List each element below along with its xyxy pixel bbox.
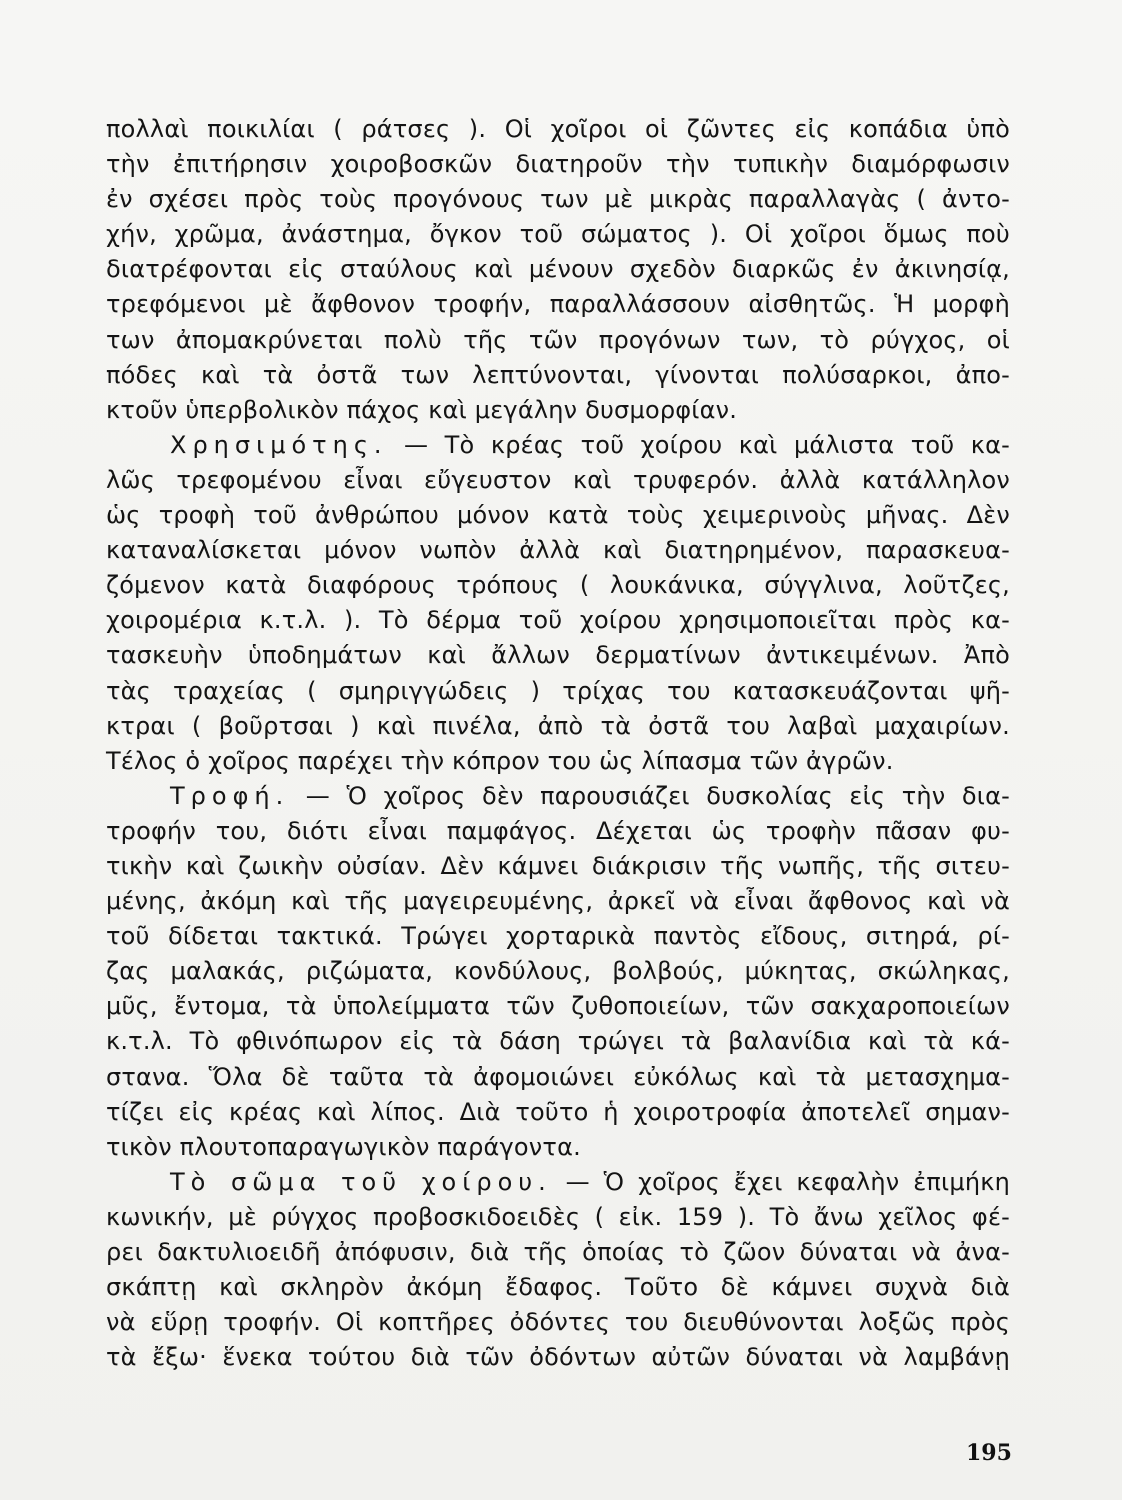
text-line: κτραι ( βοῦρτσαι ) καὶ πινέλα, ἀπὸ τὰ ὀστᾶ του λαβαὶ μαχαιρίων. — [106, 711, 1010, 740]
text-line: μῦς, ἔντομα, τὰ ὑπολείμματα τῶν ζυθοποιείων, τῶν σακχαροποιείων — [106, 992, 1010, 1021]
text-line: τικὴν καὶ ζωικὴν οὐσίαν. Δὲν κάμνει διάκρισιν τῆς νωπῆς, τῆς σιτευ- — [106, 851, 1010, 880]
section-heading-usefulness: Χρησιμότης. — [170, 430, 388, 459]
text-line: τρεφόμενοι μὲ ἄφθονον τροφήν, παραλλάσσουν αἰσθητῶς. Ἡ μορφὴ — [106, 290, 1010, 319]
text-line: τροφήν του, διότι εἶναι παμφάγος. Δέχεται ὡς τροφὴν πᾶσαν φυ- — [106, 816, 1010, 845]
text-line: τὰ ἔξω· ἕνεκα τούτου διὰ τῶν ὀδόντων αὐτῶν δύναται νὰ λαμβάνῃ — [106, 1343, 1010, 1372]
section-heading-body: Τὸ σῶμα τοῦ χοίρου. — [170, 1167, 552, 1196]
text-line: ρει δακτυλιοειδῆ ἀπόφυσιν, διὰ τῆς ὁποίας τὸ ζῶον δύναται νὰ ἀνα- — [106, 1238, 1010, 1266]
section-line-body — [106, 1165, 1010, 1200]
section-text: — Ὁ χοῖρος δὲν παρουσιάζει δυσκολίας εἰς τὴν δια- — [289, 781, 1010, 810]
text-line: ζόμενον κατὰ διαφόρους τρόπους ( λουκάνικα, σύγγλινα, λοῦτζες, — [106, 571, 1010, 600]
text-line: χήν, χρῶμα, ἀνάστημα, ὄγκον τοῦ σώματος ). Οἱ χοῖροι ὅμως ποὺ — [106, 220, 1010, 249]
text-line: κωνικήν, μὲ ρύγχος προβοσκιδοειδὲς ( εἰκ. 159 ). Τὸ ἄνω χεῖλος φέ- — [106, 1202, 1010, 1231]
text-line: πόδες καὶ τὰ ὀστᾶ των λεπτύνονται, γίνονται πολύσαρκοι, ἀπο- — [106, 360, 1010, 389]
text-line: κτοῦν ὑπερβολικὸν πάχος καὶ μεγάλην δυσμορφίαν. — [106, 395, 738, 424]
text-line: τίζει εἰς κρέας καὶ λίπος. Διὰ τοῦτο ἡ χοιροτροφία ἀποτελεῖ σημαν- — [106, 1097, 1010, 1126]
text-line: ἐν σχέσει πρὸς τοὺς προγόνους των μὲ μικρὰς παραλλαγὰς ( ἀντο- — [106, 185, 1010, 214]
text-line: σκάπτῃ καὶ σκληρὸν ἀκόμη ἔδαφος. Τοῦτο δὲ κάμνει συχνὰ διὰ — [106, 1273, 1010, 1302]
text-line: τὴν ἐπιτήρησιν χοιροβοσκῶν διατηροῦν τὴν τυπικὴν διαμόρφωσιν — [106, 150, 1010, 179]
text-line: ζας μαλακάς, ριζώματα, κονδύλους, βολβούς, μύκητας, σκώληκας, — [106, 957, 1010, 986]
section-text: — Τὸ κρέας τοῦ χοίρου καὶ μάλιστα τοῦ κα- — [387, 430, 1010, 459]
text-line: πολλαὶ ποικιλίαι ( ράτσες ). Οἱ χοῖροι οἱ ζῶντες εἰς κοπάδια ὑπὸ — [106, 115, 1010, 143]
text-line: τικὸν πλουτοπαραγωγικὸν παράγοντα. — [106, 1132, 581, 1161]
text-line: τοῦ δίδεται τακτικά. Τρώγει χορταρικὰ παντὸς εἴδους, σιτηρά, ρί- — [106, 922, 1010, 951]
text-line: Τέλος ὁ χοῖρος παρέχει τὴν κόπρον του ὡς λίπασμα τῶν ἀγρῶν. — [106, 746, 894, 775]
text-line: κ.τ.λ. Τὸ φθινόπωρον εἰς τὰ δάση τρώγει τὰ βαλανίδια καὶ τὰ κά- — [106, 1027, 1010, 1056]
text-line: λῶς τρεφομένου εἶναι εὔγευστον καὶ τρυφερόν. ἀλλὰ κατάλληλον — [106, 465, 1010, 494]
page-number: 195 — [966, 1440, 1012, 1466]
text-line: νὰ εὕρῃ τροφήν. Οἱ κοπτῆρες ὀδόντες του διευθύνονται λοξῶς πρὸς — [106, 1308, 1010, 1337]
text-line: χοιρομέρια κ.τ.λ. ). Τὸ δέρμα τοῦ χοίρου χρησιμοποιεῖται πρὸς κα- — [106, 606, 1010, 635]
text-line: τὰς τραχείας ( σμηριγγώδεις ) τρίχας του κατασκευάζονται ψῆ- — [106, 676, 1010, 705]
section-line-usefulness — [106, 428, 1010, 463]
text-line: ὡς τροφὴ τοῦ ἀνθρώπου μόνον κατὰ τοὺς χειμερινοὺς μῆνας. Δὲν — [106, 501, 1010, 530]
section-line-food — [106, 779, 1010, 814]
body-text — [106, 112, 1010, 1375]
text-line: τασκευὴν ὑποδημάτων καὶ ἄλλων δερματίνων ἀντικειμένων. Ἀπὸ — [106, 641, 1010, 670]
text-line: στανα. Ὅλα δὲ ταῦτα τὰ ἀφομοιώνει εὐκόλως καὶ τὰ μετασχημα- — [106, 1062, 1010, 1091]
section-heading-food: Τροφή. — [170, 781, 290, 810]
text-line: διατρέφονται εἰς σταύλους καὶ μένουν σχεδὸν διαρκῶς ἐν ἀκινησίᾳ, — [106, 255, 1010, 284]
text-line: καταναλίσκεται μόνον νωπὸν ἀλλὰ καὶ διατηρημένον, παρασκευα- — [106, 536, 1010, 565]
section-text: — Ὁ χοῖρος ἔχει κεφαλὴν ἐπιμήκη — [551, 1167, 1010, 1196]
text-line: των ἀπομακρύνεται πολὺ τῆς τῶν προγόνων των, τὸ ρύγχος, οἱ — [106, 325, 1010, 354]
text-line: μένης, ἀκόμη καὶ τῆς μαγειρευμένης, ἀρκεῖ νὰ εἶναι ἄφθονος καὶ νὰ — [106, 887, 1010, 916]
